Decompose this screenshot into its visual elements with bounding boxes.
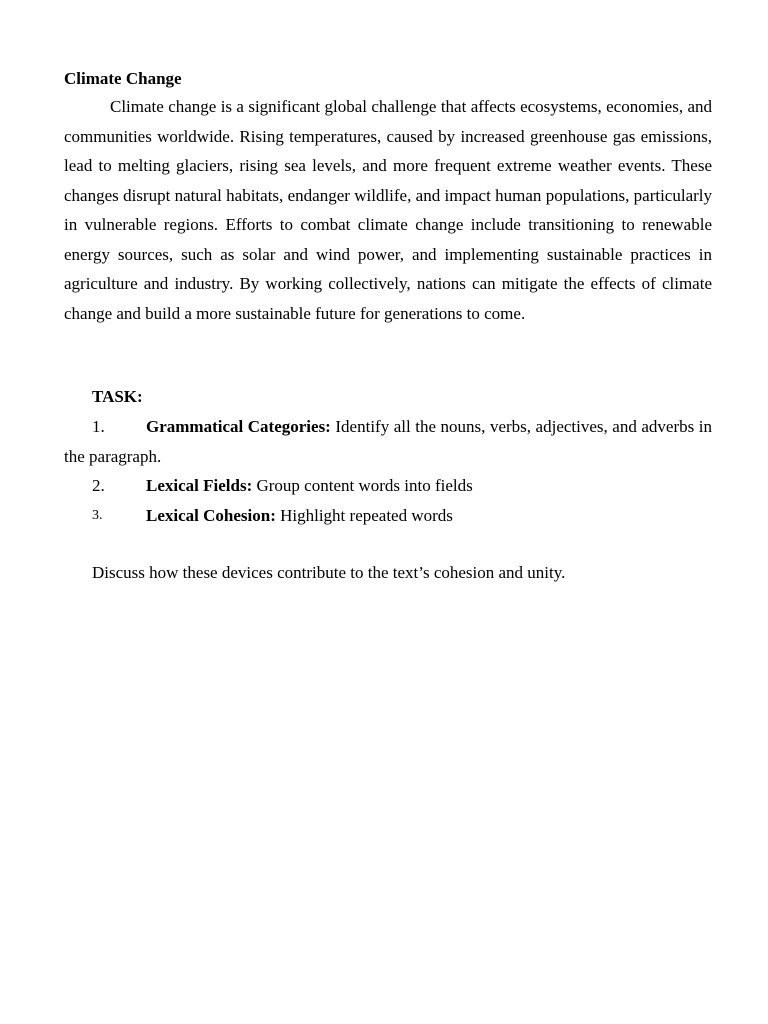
- task-item-lexical-cohesion: [64, 501, 712, 531]
- task-list: [64, 412, 712, 530]
- task-item-text: Highlight repeated words: [280, 505, 453, 525]
- task-heading: TASK:: [92, 387, 143, 406]
- task-item-lexical-fields: [64, 471, 712, 501]
- task-item-text: Identify all the nouns, verbs, adjectives, and adverbs in the paragraph.: [64, 417, 712, 466]
- task-item-number: 2.: [92, 476, 105, 495]
- task-item-label: Lexical Fields:: [146, 476, 253, 495]
- body-paragraph: Climate change is a significant global challenge that affects ecosystems, economies, and communities worldwide. Rising temperatures, caused by increased greenhouse gas emissions, lead to melting glaciers, rising sea levels, and more frequent extreme weather events. These changes disrupt natural habitats, endanger wildlife, and impact human populations, particularly in vulnerable regions. Efforts to combat climate change include transitioning to renewable energy sources, such as solar and wind power, and implementing sustainable practices in agriculture and industry. By working collectively, nations can mitigate the effects of climate change and build a more sustainable future for generations to come.: [64, 97, 712, 323]
- task-item-label: Grammatical Categories:: [146, 417, 331, 436]
- document-page: [64, 66, 712, 582]
- discussion-prompt: Discuss how these devices contribute to the text’s cohesion and unity.: [92, 563, 566, 582]
- task-item-text: Group content words into fields: [256, 476, 473, 495]
- task-item-grammatical-categories: [64, 412, 712, 471]
- document-title: Climate Change: [64, 69, 182, 88]
- task-item-label: Lexical Cohesion:: [146, 505, 276, 525]
- task-item-number: 1.: [92, 417, 105, 436]
- task-item-number: 3.: [92, 507, 103, 523]
